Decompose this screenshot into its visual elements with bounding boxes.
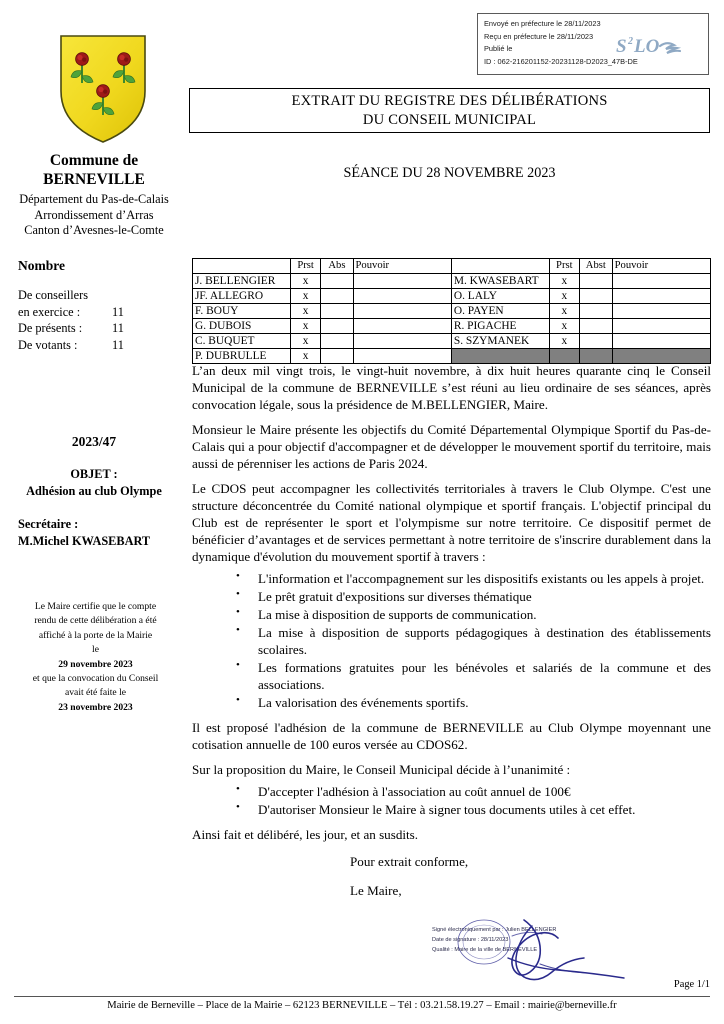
councillor-absent <box>321 304 353 319</box>
prefecture-sent-line: Envoyé en préfecture le 28/11/2023 <box>484 19 601 28</box>
document-title-line1: EXTRAIT DU REGISTRE DES DÉLIBÉRATIONS <box>291 92 608 109</box>
councillor-present: x <box>549 274 579 289</box>
header-right-name <box>451 259 549 274</box>
councillor-present: x <box>290 349 320 364</box>
svg-text:2: 2 <box>628 36 633 47</box>
objet-value: Adhésion au club Olympe <box>26 483 162 498</box>
commune-arrondissement: Arrondissement d’Arras <box>34 207 154 222</box>
councillor-present: x <box>549 304 579 319</box>
deliberation-number: 2023/47 <box>71 434 117 449</box>
councillor-proxy <box>612 274 710 289</box>
closing-le-maire: Le Maire, <box>350 883 402 899</box>
councillor-absent <box>321 334 353 349</box>
nombre-row <box>18 287 178 304</box>
paragraph-decision: Sur la proposition du Maire, le Conseil Municipal décide à l’unanimité : <box>192 762 571 778</box>
certification-line2: rendu de cette délibération a été <box>34 615 157 627</box>
header-left-pouvoir: Pouvoir <box>353 259 451 274</box>
councillor-name: P. DUBRULLE <box>193 349 291 364</box>
seance-date: SÉANCE DU 28 NOVEMBRE 2023 <box>343 165 556 181</box>
nombre-value: 11 <box>112 321 124 336</box>
councillor-present: x <box>290 304 320 319</box>
commune-subtitle <box>0 192 188 239</box>
footer-address: Mairie de Berneville – Place de la Mairie – 62123 BERNEVILLE – Tél : 03.21.58.19.27 – Email : mairie@berneville.fr <box>107 1000 617 1011</box>
signature-signed-by: Signé électroniquement par : Julien BELLENGIER <box>432 927 557 933</box>
closing-pour-extrait: Pour extrait conforme, <box>350 854 469 870</box>
commune-title-line1: Commune de <box>49 152 139 169</box>
paragraph-ainsi: Ainsi fait et délibéré, les jour, et an susdits. <box>192 827 419 843</box>
certification-date-affichage: 29 novembre 2023 <box>58 658 133 670</box>
nombre-heading: Nombre <box>18 258 65 273</box>
councillor-name: O. LALY <box>451 289 549 304</box>
nombre-label: De présents : <box>18 321 83 336</box>
councillor-name: J. BELLENGIER <box>193 274 291 289</box>
councillor-name: C. BUQUET <box>193 334 291 349</box>
objet-label: OBJET : <box>70 467 118 481</box>
prefecture-published-line: Publié le <box>484 44 513 54</box>
prefecture-stamp-box <box>477 13 709 75</box>
commune-title-line2: BERNEVILLE <box>43 170 145 188</box>
councillor-present: x <box>290 334 320 349</box>
table-row <box>193 304 711 319</box>
secretaire-block <box>18 516 188 550</box>
list-item: • La valorisation des événements sportifs. <box>236 694 711 711</box>
table-row <box>193 289 711 304</box>
signature-area <box>432 918 662 980</box>
header-right-prst: Prst <box>549 259 579 274</box>
councillor-absent <box>321 274 353 289</box>
header-left-prst: Prst <box>290 259 320 274</box>
councillor-absent <box>580 304 613 319</box>
councillor-absent <box>580 289 613 304</box>
document-title-line2: DU CONSEIL MUNICIPAL <box>362 111 537 128</box>
councillor-name: M. KWASEBART <box>451 274 549 289</box>
councillor-present: x <box>549 319 579 334</box>
councillor-proxy <box>612 304 710 319</box>
certification-date-convocation: 23 novembre 2023 <box>58 701 133 713</box>
attendance-table <box>192 258 711 364</box>
table-row <box>193 274 711 289</box>
councillor-absent <box>580 319 613 334</box>
councillor-proxy <box>353 274 451 289</box>
nombre-row <box>18 304 178 321</box>
document-title-box <box>189 88 710 133</box>
councillor-present: x <box>290 319 320 334</box>
secretaire-value: M.Michel KWASEBART <box>18 533 151 548</box>
councillor-name: S. SZYMANEK <box>451 334 549 349</box>
nombre-label: De votants : <box>18 337 78 352</box>
councillor-absent <box>321 289 353 304</box>
nombre-list <box>18 287 178 353</box>
list-item: • L'information et l'accompagnement sur les dispositifs existants ou les appels à projet. <box>236 570 711 587</box>
certification-line4: le <box>92 644 99 656</box>
certification-block <box>8 600 183 715</box>
commune-title <box>0 152 188 190</box>
signature-metadata <box>432 926 632 955</box>
councillor-absent <box>580 274 613 289</box>
councillor-proxy <box>353 304 451 319</box>
signature-date: Date de signature : 28/11/2023 <box>432 936 509 943</box>
list-item: • D'autoriser Monsieur le Maire à signer tous documents utiles à cet effet. <box>236 801 711 818</box>
list-item: • La mise à disposition de supports de communication. <box>236 606 711 623</box>
commune-departement: Département du Pas-de-Calais <box>19 192 169 206</box>
councillor-present: x <box>549 334 579 349</box>
table-row <box>193 334 711 349</box>
councillor-absent <box>321 319 353 334</box>
deliberation-body <box>192 362 711 911</box>
certification-line3: affiché à la porte de la Mairie <box>38 629 153 641</box>
paragraph-cdos: Le CDOS peut accompagner les collectivités territoriales à travers le Club Olympe. C'est une structure déconcentrée du Comité national olympique et sportif français. L'objectif principal du Club est de représenter le sport et l'olympisme sur notre territoire. Ce dispositif permet de bénéficier d’avantages et de services permettant à notre territoire de s'inscrire durablement dans la dynamique d'évolution du mouvement sportif à travers : <box>192 481 711 565</box>
footer-divider <box>14 996 710 997</box>
header-left-name <box>193 259 291 274</box>
decisions-list <box>192 783 711 818</box>
councillor-present: x <box>549 289 579 304</box>
list-item: • Les formations gratuites pour les bénévoles et salariés de la commune et des associations. <box>236 659 711 693</box>
closing-block <box>192 853 711 899</box>
nombre-label: De conseillers <box>18 288 88 302</box>
left-sidebar <box>0 0 188 975</box>
prefecture-id-line: ID : 062-216201152-20231128-D2023_47B-DE <box>484 57 638 67</box>
councillor-name: F. BOUY <box>193 304 291 319</box>
coat-of-arms-icon <box>55 33 151 145</box>
paragraph-proposition: Il est proposé l'adhésion de la commune de BERNEVILLE au Club Olympe moyennant une cotisation annuelle de 100 euros versée au CDOS62. <box>192 720 711 753</box>
paragraph-objectifs: Monsieur le Maire présente les objectifs du Comité Départemental Olympique Sportif du Pas-de-Calais qui a pour objectif d'accompagner et de développer le mouvement sportif du territoire, mais aussi de pérenniser les actions de Paris 2024. <box>192 422 711 472</box>
councillor-proxy <box>353 319 451 334</box>
certification-line1: Le Maire certifie que le compte <box>34 601 157 612</box>
benefits-list <box>192 570 711 711</box>
page-number: Page 1/1 <box>673 979 710 990</box>
nombre-label: en exercice : <box>18 304 81 319</box>
councillor-proxy <box>353 334 451 349</box>
councillor-name: JF. ALLEGRO <box>193 289 291 304</box>
councillor-name: R. PIGACHE <box>451 319 549 334</box>
certification-line6: avait été faite le <box>65 687 126 699</box>
councillor-present: x <box>290 274 320 289</box>
nombre-row <box>18 337 178 354</box>
councillor-name: G. DUBOIS <box>193 319 291 334</box>
svg-text:S: S <box>616 36 627 57</box>
signature-quality: Qualité : Maire de la ville de BERNEVILLE <box>432 946 538 953</box>
commune-canton: Canton d’Avesnes-le-Comte <box>24 223 164 238</box>
objet-block <box>0 466 188 500</box>
councillor-proxy <box>612 334 710 349</box>
svg-text:LO: LO <box>634 36 660 57</box>
councillor-name: O. PAYEN <box>451 304 549 319</box>
header-right-abst: Abst <box>580 259 613 274</box>
prefecture-received-line: Reçu en préfecture le 28/11/2023 <box>484 31 594 41</box>
secretaire-label: Secrétaire : <box>18 517 79 531</box>
certification-line5: et que la convocation du Conseil <box>32 672 159 684</box>
councillor-present: x <box>290 289 320 304</box>
header-right-pouvoir: Pouvoir <box>612 259 710 274</box>
list-item: • Le prêt gratuit d'expositions sur diverses thématique <box>236 588 711 605</box>
table-row <box>193 319 711 334</box>
nombre-value: 11 <box>112 304 124 319</box>
list-item: • D'accepter l'adhésion à l'association au coût annuel de 100€ <box>236 783 711 800</box>
paragraph-opening: L’an deux mil vingt trois, le vingt-huit novembre, à dix huit heures quarante cinq le Conseil Municipal de la commune de BERNEVILLE s’est réuni au lieu ordinaire de ses séances, après convocation légale, sous la présidence de M.BELLENGIER, Maire. <box>192 363 711 413</box>
councillor-proxy <box>353 289 451 304</box>
nombre-row <box>18 320 178 337</box>
councillor-absent <box>580 334 613 349</box>
list-item: • La mise à disposition de supports pédagogiques à destination des établissements scolaires. <box>236 624 711 658</box>
nombre-value: 11 <box>112 337 124 352</box>
header-left-abs: Abs <box>321 259 353 274</box>
councillor-proxy <box>612 289 710 304</box>
councillor-proxy <box>612 319 710 334</box>
table-header-row <box>193 259 711 274</box>
